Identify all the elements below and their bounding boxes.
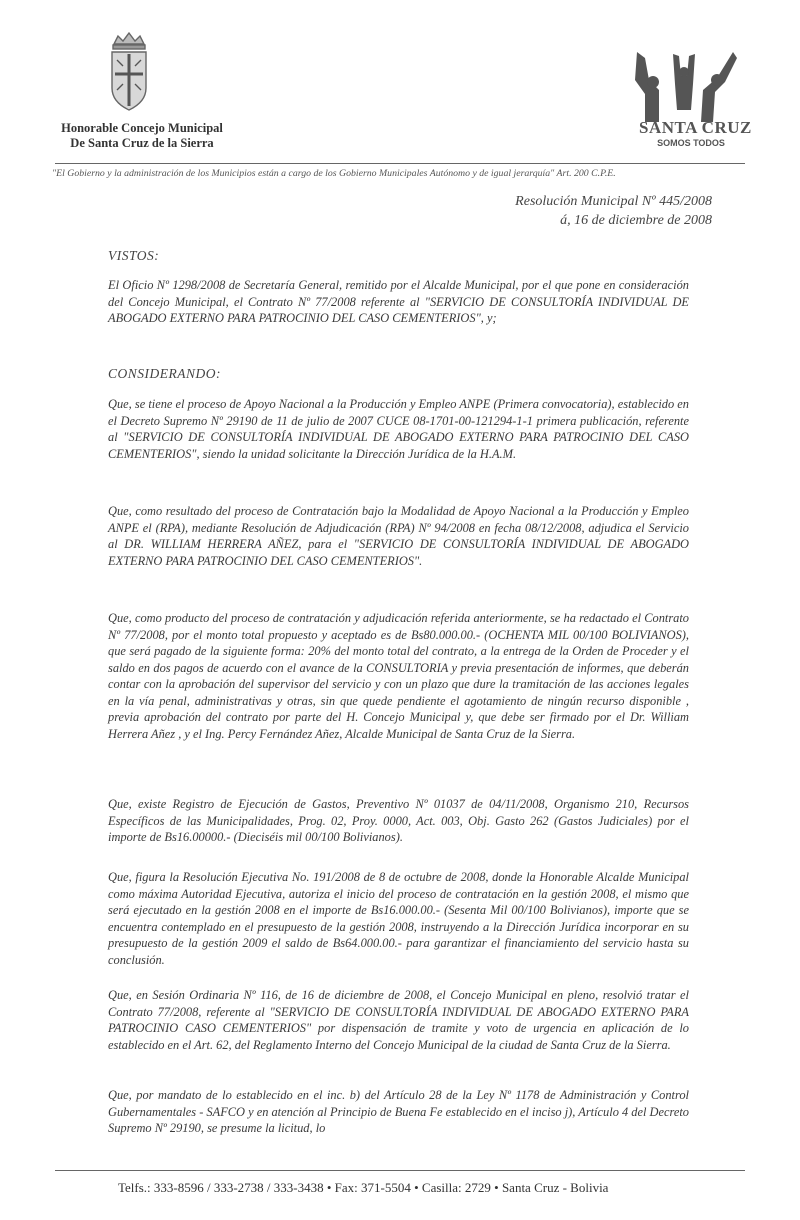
- paragraph-contrato: Que, como producto del proceso de contratación y adjudicación referida anteriormente, se ha redactado el Contrato Nº 77/2008, por el monto total propuesto y aceptado es de Bs80.000.00.- (OCHENTA MIL 00/100 BOLIVIANOS), que será pagado de la siguiente forma: 20% del monto total del contrato, a la entrega de la Orden de Proceder y el saldo en dos pagos de acuerdo con el avance de la CONSULTORIA y previa presentación de informes, que deberán contar con la aprobación del supervisor del servicio y con un plazo que dure la tramitación de las acciones legales en la vía penal, administrativas y otras, sin que quede pendiente el agotamiento de ningún recurso disponible , previa aprobación del contrato por parte del H. Concejo Municipal y, que debe ser firmado por el Dr. William Herrera Añez , y el Ing. Percy Fernández Añez, Alcalde Municipal de Santa Cruz de la Sierra.: [108, 611, 689, 741]
- resolution-number: Resolución Municipal Nº 445/2008: [515, 194, 712, 209]
- footer-contact: Telfs.: 333-8596 / 333-2738 / 333-3438 • Fax: 371-5504 • Casilla: 2729 • Santa Cruz - Bolivia: [118, 1180, 609, 1195]
- considerando-heading: CONSIDERANDO:: [108, 366, 221, 381]
- council-name-line1: Honorable Concejo Municipal: [61, 121, 223, 135]
- resolution-date: á, 16 de diciembre de 2008: [560, 213, 712, 228]
- constitution-motto: "El Gobierno y la administración de los Municipios están a cargo de los Gobierno Municipales Autónomo y de igual jerarquía" Art. 200 C.P.E.: [52, 168, 616, 179]
- santa-cruz-logo: [625, 50, 752, 155]
- header-divider: [55, 163, 745, 164]
- paragraph-ley-safco: Que, por mandato de lo establecido en el inc. b) del Artículo 28 de la Ley Nº 1178 de Administración y Control Gubernamentales - SAFCO y en atención al Principio de Buena Fe establecido en el inciso j), Artículo 4 del Decreto Supremo Nº 29190, se presume la licitud, lo: [108, 1088, 689, 1135]
- people-figures-icon: [625, 50, 745, 125]
- coat-of-arms-icon: [104, 30, 154, 118]
- paragraph-adjudicacion: Que, como resultado del proceso de Contratación bajo la Modalidad de Apoyo Nacional a la Producción y Empleo ANPE el (RPA), mediante Resolución de Adjudicación (RPA) Nº 94/2008 en fecha 08/12/2008, adjudica el Servicio al DR. WILLIAM HERRERA AÑEZ, para el "SERVICIO DE CONSULTORÍA INDIVIDUAL DE ABOGADO EXTERNO PARA PATROCINIO DEL CASO CEMENTERIOS".: [108, 504, 689, 568]
- council-name-line2: De Santa Cruz de la Sierra: [70, 136, 214, 150]
- paragraph-proceso-anpe: Que, se tiene el proceso de Apoyo Nacional a la Producción y Empleo ANPE (Primera convocatoria), establecido en el Decreto Supremo Nº 29190 de 11 de julio de 2007 CUCE 08-1701-00-121294-1-1 primera publicación, referente al "SERVICIO DE CONSULTORÍA INDIVIDUAL DE ABOGADO EXTERNO PARA PATROCINIO DEL CASO CEMENTERIOS", siendo la unidad solicitante la Dirección Jurídica de la H.A.M.: [108, 397, 689, 461]
- council-name: [52, 121, 232, 151]
- logo-subtitle: SOMOS TODOS: [657, 138, 725, 148]
- paragraph-registro-gastos: Que, existe Registro de Ejecución de Gastos, Preventivo Nº 01037 de 04/11/2008, Organismo 210, Recursos Específicos de las Municipalidades, Prog. 02, Proy. 0000, Act. 003, Obj. Gasto 262 (Gastos Judiciales) por el importe de Bs16.00000.- (Dieciséis mil 00/100 Bolivianos).: [108, 797, 689, 844]
- logo-title: SANTA CRUZ: [639, 118, 752, 137]
- paragraph-oficio: El Oficio Nº 1298/2008 de Secretaría General, remitido por el Alcalde Municipal, por el que pone en consideración del Concejo Municipal, el Contrato Nº 77/2008 referente al "SERVICIO DE CONSULTORÍA INDIVIDUAL DE ABOGADO EXTERNO PARA PATROCINIO DEL CASO CEMENTERIOS", y;: [108, 278, 689, 325]
- vistos-heading: VISTOS:: [108, 248, 160, 263]
- paragraph-resolucion-ejecutiva: Que, figura la Resolución Ejecutiva No. 191/2008 de 8 de octubre de 2008, donde la Honorable Alcalde Municipal como máxima Autoridad Ejecutiva, autoriza el inicio del proceso de contratación en la gestión 2008, el mismo que será ejecutado en la gestión 2008 en el importe de Bs16.000.00.- (Sesenta Mil 00/100 Bolivianos), importe que se encuentra contemplado en el presupuesto de la gestión 2008, instruyendo a la Dirección Jurídica incorporar en su presupuesto de la gestión 2009 el saldo de Bs64.000.00.- para garantizar el financiamiento del servicio hasta su conclusión.: [108, 870, 689, 967]
- footer-divider: [55, 1170, 745, 1171]
- paragraph-sesion-ordinaria: Que, en Sesión Ordinaria Nº 116, de 16 de diciembre de 2008, el Concejo Municipal en pleno, resolvió tratar el Contrato 77/2008, referente al "SERVICIO DE CONSULTORÍA INDIVIDUAL DE ABOGADO EXTERNO PARA PATROCINIO CASO CEMENTERIOS" por dispensación de tramite y voto de urgencia en aplicación de lo establecido en el Art. 62, del Reglamento Interno del Concejo Municipal de la ciudad de Santa Cruz de la Sierra.: [108, 988, 689, 1052]
- resolution-header: [515, 192, 712, 230]
